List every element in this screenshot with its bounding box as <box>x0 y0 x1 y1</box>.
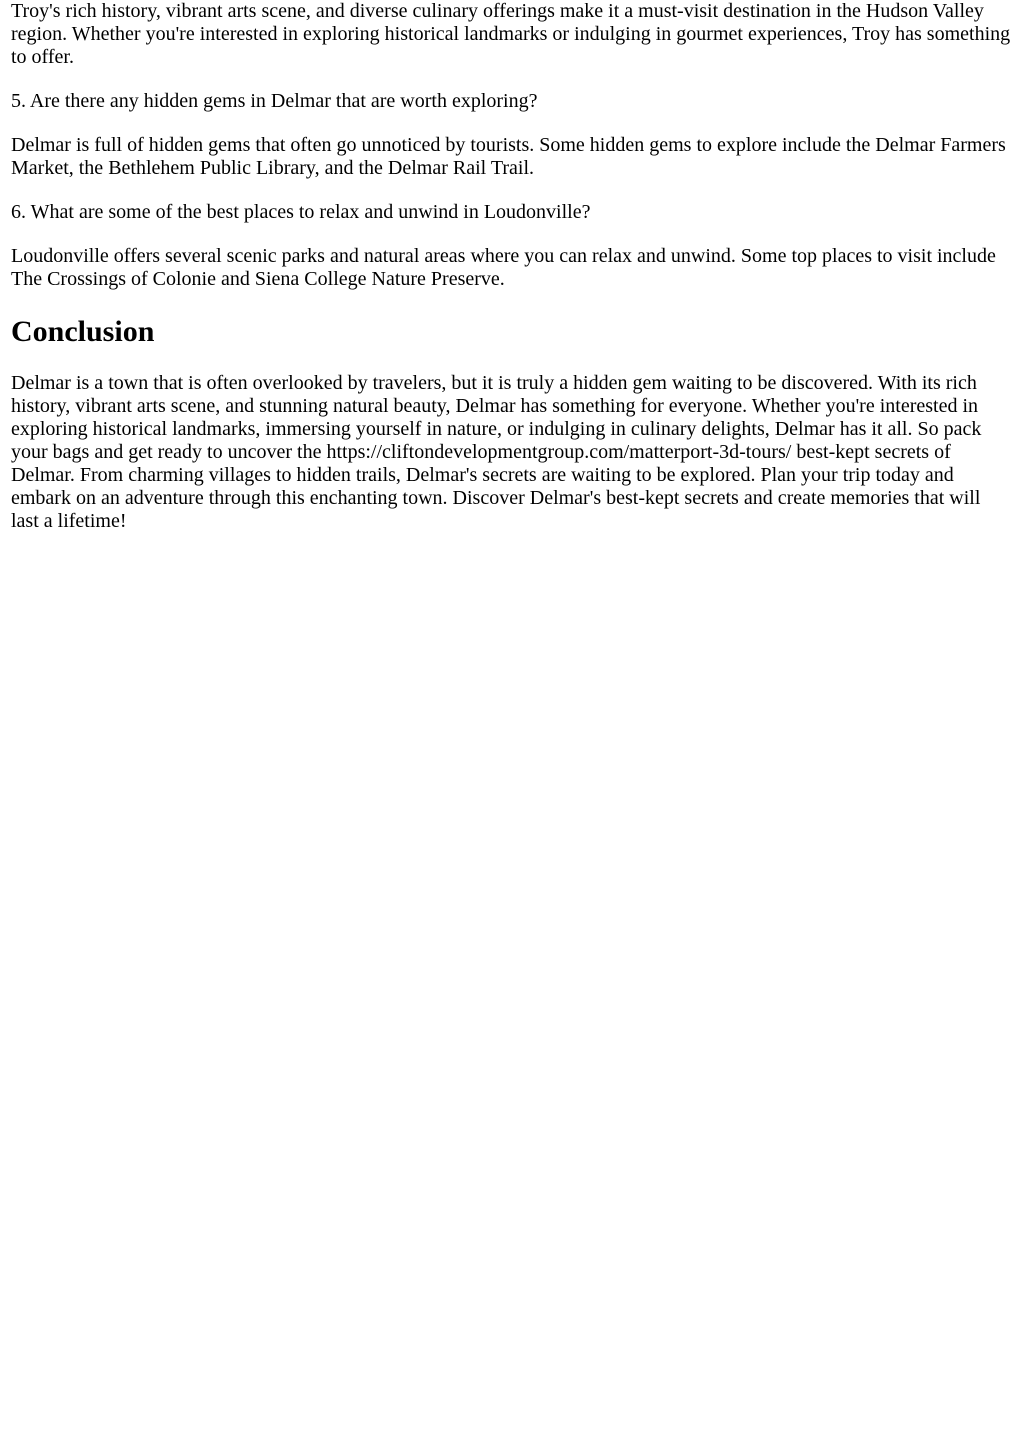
troy-paragraph: Troy's rich history, vibrant arts scene, and diverse culinary offerings make it a must-visit destination in the Hudson Valley region. Whether you're interested in exploring historical landmarks or indulging in gourmet experiences, Troy has something to offer. <box>11 0 1011 68</box>
conclusion-text-start: Delmar is a town that is often overlooked by travelers, but it is truly a hidden gem waiting to be discovered. With its rich history, vibrant arts scene, and stunning natural beauty, Delmar has something for everyone. Whether you're interested in exploring historical landmarks, immersing yourself in nature, or indulging in culinary delights, Delmar has it all. So pack your bags and get ready to uncover the <box>11 372 982 463</box>
conclusion-text-end: best-kept secrets of Delmar. From charming villages to hidden trails, Delmar's secrets are waiting to be explored. Plan your trip today and embark on an adventure through this enchanting town. Discover Delmar's best-kept secrets and create memories that will last a lifetime! <box>11 441 981 532</box>
conclusion-heading: Conclusion <box>11 315 155 348</box>
article-body <box>0 0 1024 533</box>
faq-answer-5: Delmar is full of hidden gems that often go unnoticed by tourists. Some hidden gems to explore include the Delmar Farmers Market, the Bethlehem Public Library, and the Delmar Rail Trail. <box>11 134 1006 179</box>
matterport-tours-link[interactable]: https://cliftondevelopmentgroup.com/matterport-3d-tours/ <box>326 441 792 463</box>
faq-answer-6: Loudonville offers several scenic parks and natural areas where you can relax and unwind. Some top places to visit include The Crossings of Colonie and Siena College Nature Preserve. <box>11 245 996 290</box>
conclusion-paragraph <box>11 372 1013 533</box>
faq-question-5: 5. Are there any hidden gems in Delmar that are worth exploring? <box>11 90 538 112</box>
faq-question-6: 6. What are some of the best places to relax and unwind in Loudonville? <box>11 201 591 223</box>
